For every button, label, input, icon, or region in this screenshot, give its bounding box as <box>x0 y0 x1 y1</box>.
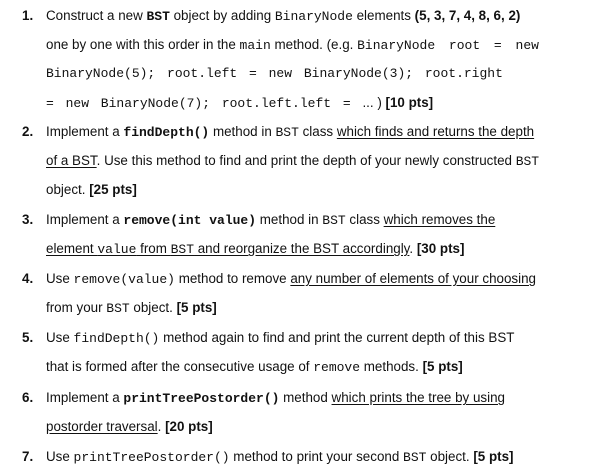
item-number: 1. <box>22 8 34 23</box>
code-text: remove(int value) <box>123 213 257 228</box>
item-line <box>46 66 503 82</box>
text: Use <box>46 449 74 464</box>
points-label: [5 pts] <box>473 449 514 464</box>
text: elements <box>352 8 415 23</box>
code-text: main <box>239 38 271 53</box>
code-text: printTreePostorder() <box>123 391 280 406</box>
points-label: [10 pts] <box>385 95 434 110</box>
text: from your <box>46 300 107 315</box>
code-text: findDepth() <box>123 125 210 140</box>
item-number: 2. <box>22 124 34 139</box>
item-line <box>46 271 536 288</box>
underlined-text: postorder traversal <box>46 419 158 434</box>
text: method in <box>256 212 323 227</box>
code-text: findDepth() <box>73 331 160 346</box>
code-text: BST <box>322 213 346 228</box>
item-line <box>46 37 539 54</box>
code-text: remove <box>313 360 361 375</box>
text: method to remove <box>174 271 291 286</box>
text: . <box>157 419 166 434</box>
item-line <box>46 153 539 170</box>
text: class <box>345 212 384 227</box>
text: methods. <box>360 359 423 374</box>
item-number: 6. <box>22 390 34 405</box>
code-text: BST <box>146 9 170 24</box>
item-number: 5. <box>22 330 34 345</box>
text: Use <box>46 271 74 286</box>
text: method to print your second <box>229 449 404 464</box>
code-text: BST <box>106 301 130 316</box>
underlined-text: which finds and returns the depth <box>336 124 535 139</box>
item-line <box>46 241 464 258</box>
text: method. (e.g. <box>270 37 358 52</box>
text: one by one with this order in the <box>46 37 240 52</box>
text: method <box>279 390 332 405</box>
text: object. <box>426 449 474 464</box>
code-text: BST <box>515 154 540 169</box>
underlined-text: from <box>136 241 171 256</box>
text: Implement a <box>46 124 124 139</box>
item-line <box>46 182 137 198</box>
text: that is formed after the consecutive usage of <box>46 359 314 374</box>
text: . <box>409 241 417 256</box>
item-number: 7. <box>22 449 34 464</box>
code-text: value <box>97 242 137 257</box>
item-line <box>46 212 495 229</box>
item-line <box>46 359 463 376</box>
text: object. <box>46 182 90 197</box>
points-label: [30 pts] <box>416 241 465 256</box>
code-text: BinaryNode <box>274 9 353 24</box>
text: Implement a <box>46 390 124 405</box>
code-text: BST <box>275 125 299 140</box>
item-line <box>46 8 520 25</box>
code-text: remove(value) <box>73 272 175 287</box>
underlined-text: which prints the tree by using <box>331 390 505 405</box>
text: ... ) <box>362 95 386 110</box>
code-text: BST <box>170 242 195 257</box>
points-label: [20 pts] <box>165 419 213 434</box>
item-line <box>46 124 534 141</box>
text: object. <box>129 300 177 315</box>
text: Use <box>46 330 74 345</box>
item-line <box>46 330 514 347</box>
item-line <box>46 95 433 112</box>
bold-text: (5, 3, 7, 4, 8, 6, 2) <box>414 8 521 23</box>
code-text: BinaryNode(5); root.left = new BinaryNode(3); root.right <box>46 66 503 81</box>
text: class <box>298 124 337 139</box>
item-line <box>46 449 514 466</box>
text: Implement a <box>46 212 124 227</box>
points-label: [5 pts] <box>422 359 463 374</box>
text: object by adding <box>169 8 275 23</box>
code-text: BST <box>403 450 427 465</box>
points-label: [25 pts] <box>89 182 137 197</box>
points-label: [5 pts] <box>176 300 217 315</box>
text: Construct a new <box>46 8 147 23</box>
item-line <box>46 419 213 435</box>
code-text: BinaryNode root = new <box>357 38 539 53</box>
code-text: printTreePostorder() <box>73 450 230 465</box>
text: method in <box>209 124 276 139</box>
underlined-text: any number of elements of your choosing <box>290 271 536 286</box>
underlined-text: element <box>46 241 98 256</box>
text: method again to find and print the current depth of this BST <box>159 330 515 345</box>
item-line <box>46 390 505 407</box>
underlined-text: of a BST <box>46 153 97 168</box>
item-line <box>46 300 217 317</box>
code-text: = new BinaryNode(7); root.left.left = <box>46 96 363 111</box>
underlined-text: and reorganize the BST accordingly <box>194 241 410 256</box>
text: . Use this method to find and print the depth of your newly constructed <box>96 153 516 168</box>
underlined-text: which removes the <box>383 212 496 227</box>
item-number: 3. <box>22 212 34 227</box>
item-number: 4. <box>22 271 34 286</box>
